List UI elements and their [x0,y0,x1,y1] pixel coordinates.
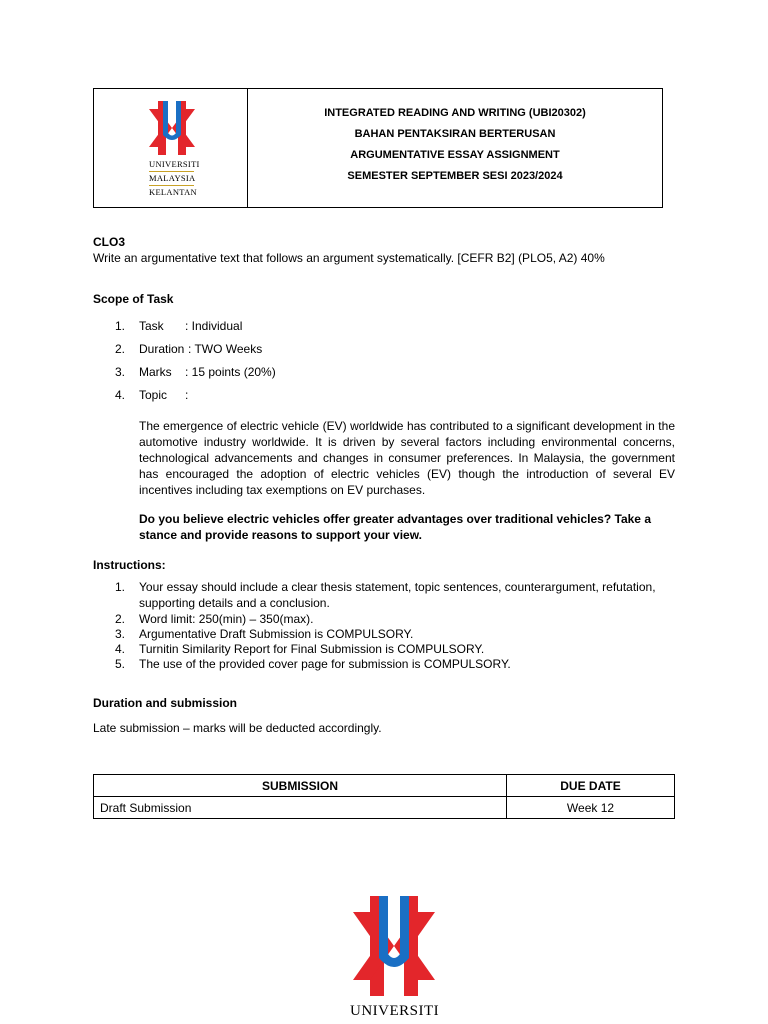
header-title-block [248,103,662,187]
table-header: SUBMISSION [94,775,507,797]
table-header-row [94,775,675,797]
scope-item-num: 1. [115,319,126,333]
scope-item-value: : TWO Weeks [188,342,263,356]
instruction-item: Your essay should include a clear thesis statement, topic sentences, counterargument, refutation, supporting details and a conclusion. [139,580,656,610]
instruction-item: Argumentative Draft Submission is COMPULSORY. [139,627,414,641]
scope-item-label: Topic [139,388,168,402]
instruction-num: 3. [115,627,126,641]
table-cell: Draft Submission [94,797,507,819]
instruction-item: The use of the provided cover page for submission is COMPULSORY. [139,657,511,671]
scope-item-num: 3. [115,365,126,379]
scope-item-num: 2. [115,342,126,356]
clo-title: CLO3 [93,235,126,249]
submission-table [93,774,675,819]
instruction-item: Word limit: 250(min) – 350(max). [139,612,314,626]
scope-item-value: : [185,388,189,402]
logo-text-kelantan: KELANTAN [149,187,197,197]
logo-divider [149,171,194,172]
logo-text-universiti: UNIVERSITI [149,159,200,169]
instruction-num: 5. [115,657,126,671]
university-logo [94,89,247,207]
footer-logo-text: UNIVERSITI [350,1003,440,1019]
topic-paragraph: The emergence of electric vehicle (EV) worldwide has contributed to a significant development in the automotive industry worldwide. It is driven by several factors including environmental concerns, technological advancements and changes in consumer preferences. In Malaysia, the government has encouraged the adoption of electric vehicles (EV) though the introduction of several EV incentives including tax exemptions on EV purchases. [139,419,675,497]
instruction-num: 4. [115,642,126,656]
instructions-title: Instructions: [93,558,166,572]
assessment-type: BAHAN PENTAKSIRAN BERTERUSAN [354,128,556,140]
logo-text-malaysia: MALAYSIA [149,173,196,183]
scope-item-value: : Individual [185,319,243,333]
duration-title: Duration and submission [93,696,238,710]
scope-item-label: Task [139,319,164,333]
table-cell: Week 12 [507,797,675,819]
scope-item-label: Marks [139,365,172,379]
course-title: INTEGRATED READING AND WRITING (UBI20302) [324,107,586,119]
table-header: DUE DATE [507,775,675,797]
instruction-num: 2. [115,612,126,626]
instruction-item: Turnitin Similarity Report for Final Submission is COMPULSORY. [139,642,485,656]
table-row [94,797,675,819]
scope-item-label: Duration [139,342,185,356]
logo-divider [149,185,194,186]
header-box [93,88,663,208]
duration-text: Late submission – marks will be deducted accordingly. [93,721,382,735]
semester-label: SEMESTER SEPTEMBER SESI 2023/2024 [347,170,563,182]
instruction-num: 1. [115,580,126,594]
scope-title: Scope of Task [93,292,174,306]
scope-item-value: : 15 points (20%) [185,365,276,379]
clo-text: Write an argumentative text that follows an argument systematically. [CEFR B2] (PLO5, A2) 40% [93,251,605,265]
umk-logo-icon [149,101,195,155]
assignment-title: ARGUMENTATIVE ESSAY ASSIGNMENT [350,149,560,161]
scope-item-num: 4. [115,388,126,402]
essay-question: Do you believe electric vehicles offer greater advantages over traditional vehicles? Take a stance and provide reasons to support your view. [139,512,651,542]
footer-logo-icon [353,896,435,996]
